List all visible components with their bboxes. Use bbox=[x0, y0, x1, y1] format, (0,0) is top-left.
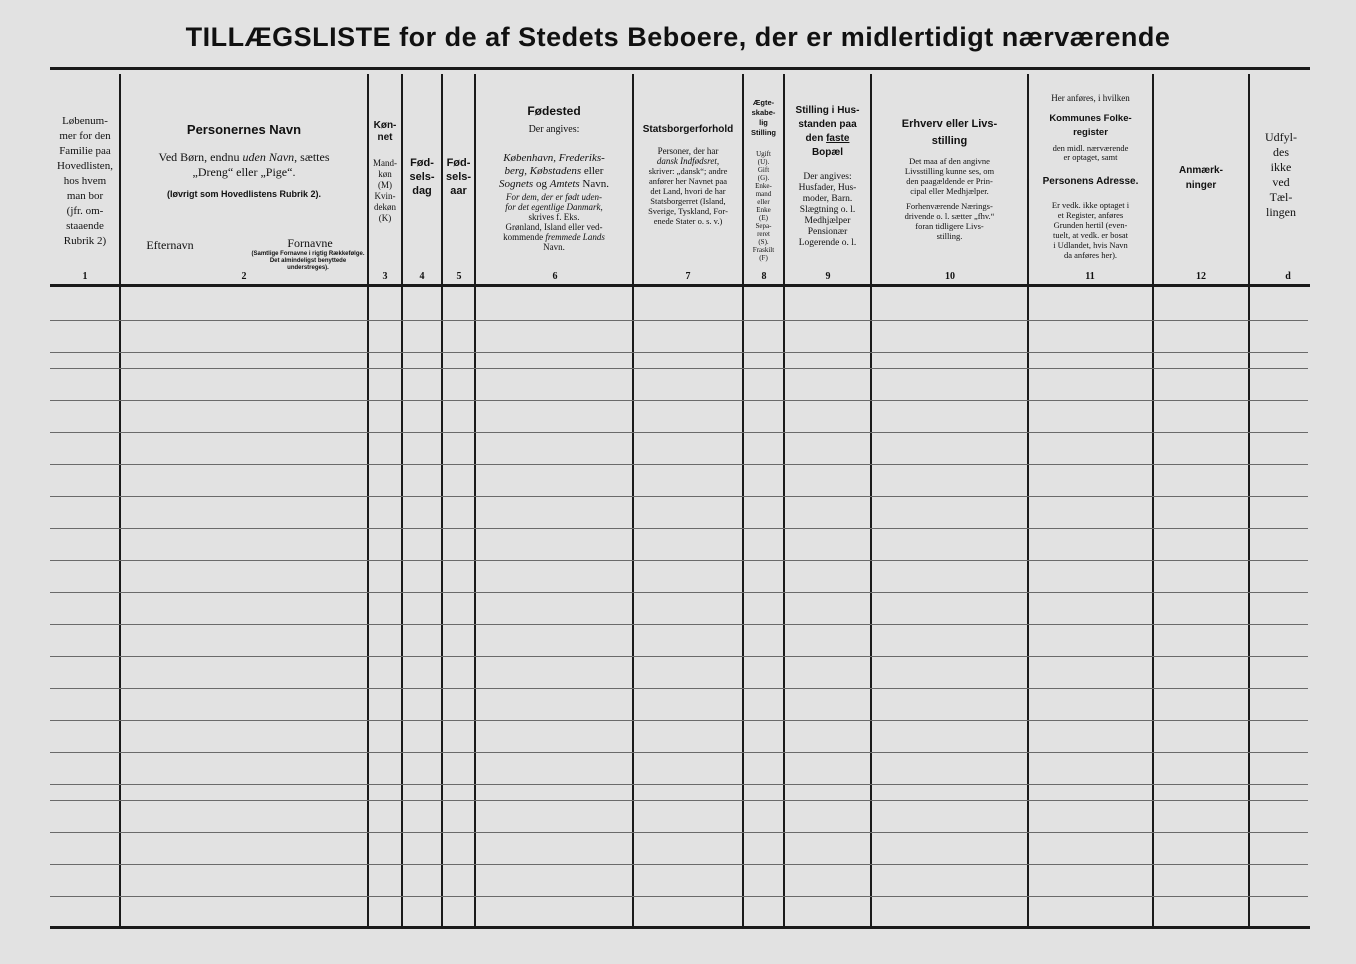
row-line bbox=[50, 560, 1308, 561]
col9-text: Der angives: Husfader, Hus- moder, Barn. Slægtning o. l. Medhjælper Pensionær Logerende o. l. bbox=[798, 172, 857, 248]
col2-line3: (Iøvrigt som Hovedlistens Rubrik 2). bbox=[166, 189, 322, 199]
row-line bbox=[50, 592, 1308, 593]
header-bottom-rule bbox=[50, 284, 1310, 287]
col4-heading: Fød- sels- dag bbox=[409, 157, 435, 197]
col12-heading: Anmærk- ninger bbox=[1179, 165, 1223, 191]
col11-heading2: Personens Adresse. bbox=[1042, 176, 1139, 187]
col7-italic1: dansk Indfødsret, bbox=[656, 156, 720, 166]
col-number-4: 4 bbox=[419, 271, 425, 282]
bottom-rule bbox=[50, 926, 1310, 929]
col11-text2: Er vedk. ikke optaget i et Register, anføres Grunden hertil (even- tuelt, at vedk. er bosat i Udlandet, hvis Navn da anføres her). bbox=[1051, 200, 1130, 260]
col10-heading: Erhverv eller Livs- stilling bbox=[901, 118, 998, 147]
col6-body2 bbox=[477, 182, 631, 252]
col-divider-4 bbox=[441, 74, 443, 926]
row-line bbox=[50, 320, 1308, 321]
col-number-1: 1 bbox=[82, 271, 88, 282]
col9-heading-a: Stilling i Hus- standen paa den bbox=[795, 105, 860, 144]
row-line bbox=[50, 352, 1308, 353]
row-line bbox=[50, 464, 1308, 465]
col2-note: (Samtlige Fornavne i rigtig Rækkefølge. Det almindeligst benyttede understreges). bbox=[251, 251, 365, 271]
cold-text: Udfyl- des ikke ved Tæl- lingen bbox=[1265, 130, 1297, 219]
col10-text1: Det maa af den angivne Livsstilling kunne ses, om den paagældende er Prin- cipal eller Medhjælper. bbox=[904, 156, 995, 196]
col6-italic2: Sognets bbox=[498, 178, 534, 190]
col9-heading-u: faste bbox=[826, 133, 850, 144]
col-number-12: 12 bbox=[1196, 271, 1206, 282]
col6-plain4: skrives f. Eks. Grønland, Island eller ved- kommende bbox=[503, 212, 603, 242]
col-divider-1 bbox=[119, 74, 121, 926]
col3-heading: Køn- net bbox=[373, 120, 397, 143]
col2-heading: Personernes Navn bbox=[186, 122, 302, 137]
row-line bbox=[50, 432, 1308, 433]
col-number-10: 10 bbox=[945, 271, 955, 282]
col2-line1-a: Ved Børn, endnu bbox=[158, 150, 243, 164]
row-line bbox=[50, 720, 1308, 721]
row-line bbox=[50, 784, 1308, 785]
col2-firstnames: Fornavne bbox=[287, 236, 333, 250]
row-line bbox=[50, 832, 1308, 833]
col2-line1 bbox=[121, 150, 367, 164]
col6-italic3: Amtets bbox=[549, 178, 580, 190]
row-line bbox=[50, 656, 1308, 657]
col-divider-3 bbox=[401, 74, 403, 926]
col6-plain2: og bbox=[533, 178, 550, 190]
row-line bbox=[50, 864, 1308, 865]
col9-heading-b: Bopæl bbox=[811, 147, 844, 158]
col10-text2: Forhenværende Nærings- drivende o. l. sætter „fhv.“ foran tidligere Livs- stilling. bbox=[904, 201, 995, 241]
row-line bbox=[50, 400, 1308, 401]
row-line bbox=[50, 368, 1308, 369]
col-number-2: 2 bbox=[241, 271, 247, 282]
col6-sub: Der angives: bbox=[528, 124, 580, 135]
col-number-7: 7 bbox=[685, 271, 691, 282]
col8-text: Ugift (U). Gift (G). Enke- mand eller Enke (E) Sepa- reret (S). Fraskilt (F) bbox=[752, 150, 775, 262]
col-number-3: 3 bbox=[382, 271, 388, 282]
col6-plain5: Navn. bbox=[543, 242, 565, 252]
col-number-6: 6 bbox=[552, 271, 558, 282]
col3-text: Mand- køn (M) Kvin- dekøn (K) bbox=[373, 158, 397, 223]
row-line bbox=[50, 800, 1308, 801]
col6-italic1: København, Frederiks- berg, Købstadens bbox=[503, 152, 605, 177]
col7-heading: Statsborgerforhold bbox=[642, 124, 734, 135]
col1-header: Løbenum- mer for den Familie paa Hovedlisten, hos hvem man bor (jfr. om- staaende Rubrik 2) bbox=[57, 115, 113, 247]
col6-heading: Fødested bbox=[527, 104, 581, 118]
col-number-5: 5 bbox=[456, 271, 462, 282]
col-divider-11 bbox=[1152, 74, 1154, 926]
col6-italic4a: For dem, der er født bbox=[506, 192, 582, 202]
col6-italic4b: uden- for det egentlige Danmark, bbox=[505, 192, 603, 212]
col-number-8: 8 bbox=[761, 271, 767, 282]
form-title: TILLÆGSLISTE for de af Stedets Beboere, der er midlertidigt nærværende bbox=[185, 22, 1171, 52]
col9-heading bbox=[785, 104, 870, 160]
col7-text2: skriver: „dansk“; andre anfører her Navnet paa det Land, hvori de har Statsborgerret (Island, Sverige, Tyskland, For- enede Stater o. s. v.) bbox=[648, 166, 728, 226]
col-number-d: d bbox=[1285, 271, 1291, 282]
col8-heading: Ægte- skabe- lig Stilling bbox=[751, 98, 776, 137]
col5-heading: Fød- sels- aar bbox=[445, 157, 472, 197]
row-line bbox=[50, 688, 1308, 689]
row-line bbox=[50, 528, 1308, 529]
col-divider-5 bbox=[474, 74, 476, 926]
col2-surname: Efternavn bbox=[146, 238, 194, 252]
col2-line1-c: , sættes bbox=[294, 150, 330, 164]
row-line bbox=[50, 496, 1308, 497]
col6-italic5: fremmede Lands bbox=[545, 232, 605, 242]
col6-plain1: eller bbox=[581, 165, 604, 177]
col6-plain3: Navn. bbox=[579, 178, 609, 190]
col7-text1: Personer, der har bbox=[657, 146, 719, 156]
row-line bbox=[50, 896, 1308, 897]
top-rule bbox=[50, 67, 1310, 70]
col-number-11: 11 bbox=[1085, 271, 1095, 282]
col11-text1: den midl. nærværende er optaget, samt bbox=[1052, 143, 1129, 162]
row-line bbox=[50, 752, 1308, 753]
col11-top: Her anføres, i hvilken bbox=[1051, 93, 1130, 103]
col2-line2: „Dreng“ eller „Pige“. bbox=[192, 165, 296, 179]
col2-line1-b: uden Navn bbox=[242, 150, 295, 164]
row-line bbox=[50, 624, 1308, 625]
col-number-9: 9 bbox=[825, 271, 831, 282]
col11-heading1: Kommunes Folke- register bbox=[1049, 113, 1132, 138]
